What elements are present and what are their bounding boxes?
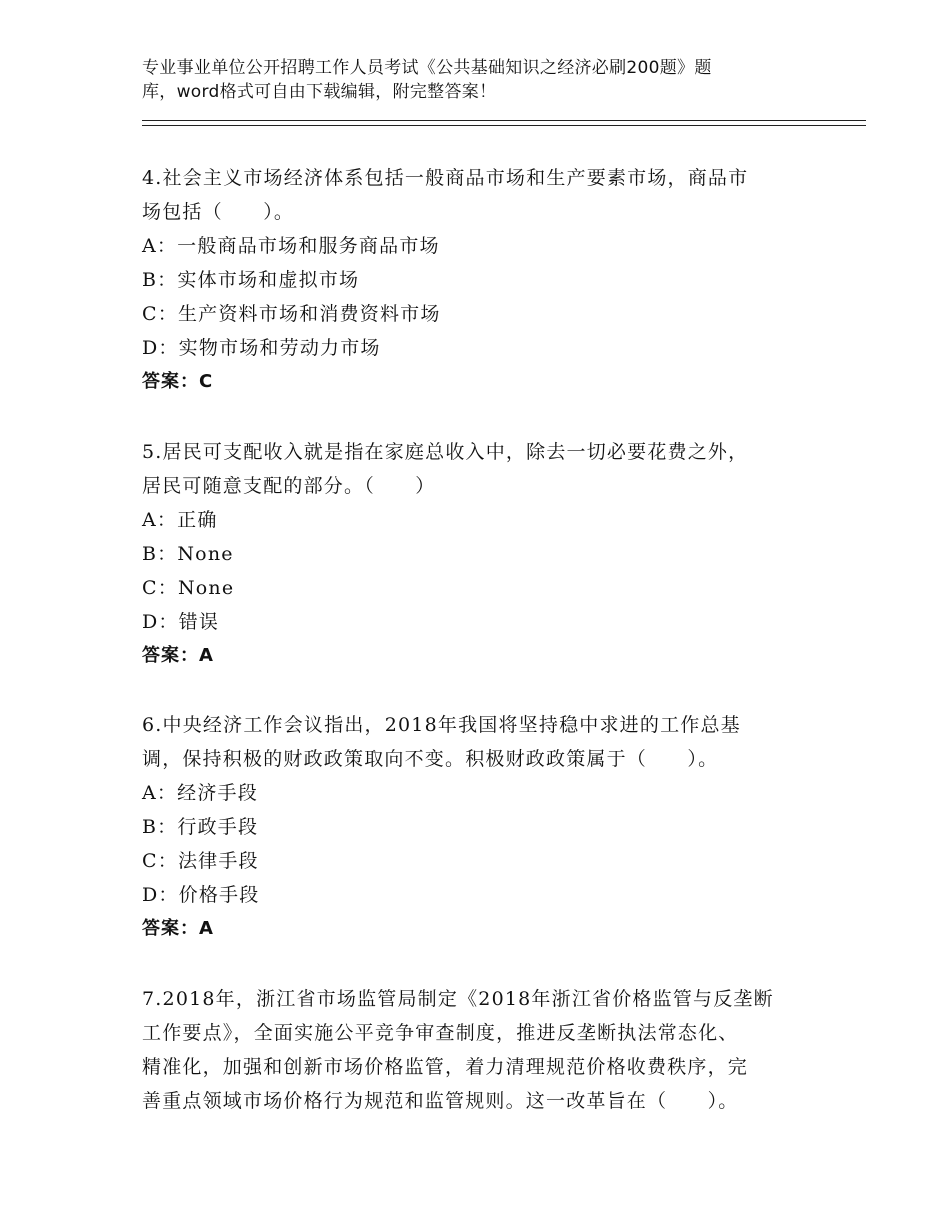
question-stem-line: 善重点领域市场价格行为规范和监管规则。这一改革旨在（ ）。 [142, 1090, 739, 1112]
option-a: A：正确 [142, 509, 218, 531]
header-title-line-2: 库，word格式可自由下载编辑，附完整答案！ [142, 82, 497, 102]
option-c: C：法律手段 [142, 850, 259, 872]
option-c: C：生产资料市场和消费资料市场 [142, 303, 441, 325]
question-stem-line: 精准化，加强和创新市场价格监管，着力清理规范价格收费秩序，完 [142, 1056, 749, 1078]
question-5 [142, 435, 822, 673]
option-d: D：价格手段 [142, 884, 260, 906]
question-stem [142, 982, 822, 1118]
question-stem-line: 7.2018年，浙江省市场监管局制定《2018年浙江省价格监管与反垄断 [142, 988, 774, 1010]
option-b: B：行政手段 [142, 816, 259, 838]
answer-label: 答案：A [142, 645, 214, 666]
question-stem-line: 工作要点》，全面实施公平竞争审查制度，推进反垄断执法常态化、 [142, 1022, 739, 1044]
question-4 [142, 161, 822, 399]
option-a: A：一般商品市场和服务商品市场 [142, 235, 440, 257]
question-stem-line: 调，保持积极的财政政策取向不变。积极财政政策属于（ ）。 [142, 748, 719, 770]
option-d: D：实物市场和劳动力市场 [142, 337, 381, 359]
question-stem [142, 161, 822, 229]
answer-label: 答案：A [142, 918, 214, 939]
header-divider-top [142, 120, 866, 121]
question-stem-line: 6.中央经济工作会议指出，2018年我国将坚持稳中求进的工作总基 [142, 714, 741, 736]
option-a: A：经济手段 [142, 782, 258, 804]
option-c: C：None [142, 577, 235, 599]
question-6 [142, 708, 822, 946]
document-header [142, 56, 782, 104]
question-stem-line: 4.社会主义市场经济体系包括一般商品市场和生产要素市场，商品市 [142, 167, 749, 189]
option-b: B：实体市场和虚拟市场 [142, 269, 360, 291]
question-7 [142, 982, 822, 1118]
question-stem-line: 居民可随意支配的部分。（ ） [142, 475, 436, 497]
option-d: D：错误 [142, 611, 220, 633]
question-stem-line: 场包括（ ）。 [142, 201, 295, 223]
header-title-line-1: 专业事业单位公开招聘工作人员考试《公共基础知识之经济必刷200题》题 [142, 58, 712, 78]
header-divider-bottom [142, 125, 866, 126]
question-stem-line: 5.居民可支配收入就是指在家庭总收入中，除去一切必要花费之外， [142, 441, 749, 463]
question-stem [142, 435, 822, 503]
answer-label: 答案：C [142, 371, 214, 392]
option-b: B：None [142, 543, 234, 565]
question-stem [142, 708, 822, 776]
